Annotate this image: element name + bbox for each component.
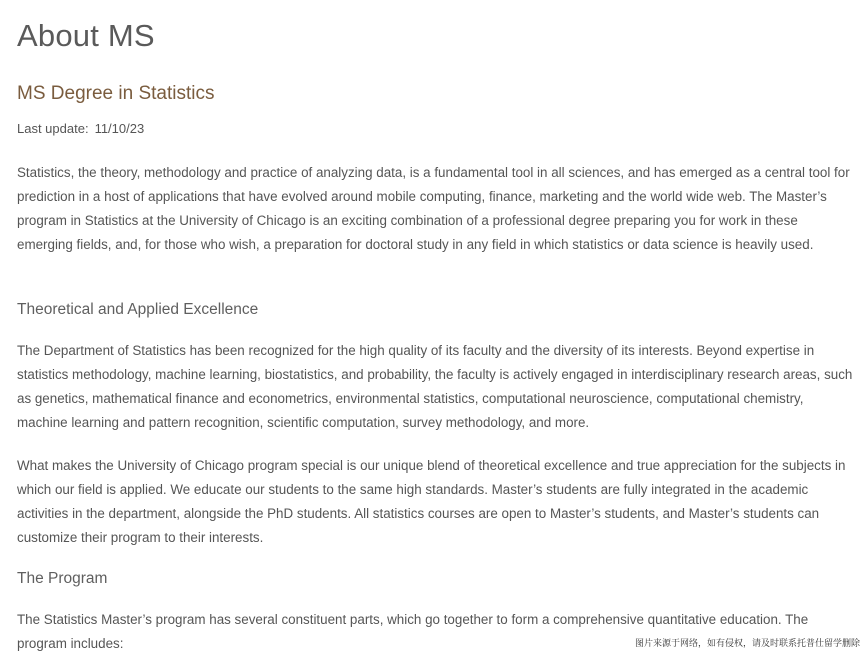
excellence-paragraph-2: What makes the University of Chicago program special is our unique blend of theoretical excellence and true appreciation for the subjects in which our field is applied. We educate our students to the same high standards. Master’s students are fully integrated in the academic activities in the department, alongside the PhD students. All statistics courses are open to Master’s students, and Master’s students can customize their program to their interests.: [17, 458, 846, 545]
excellence-paragraph-1: The Department of Statistics has been recognized for the high quality of its faculty and the diversity of its interests. Beyond expertise in statistics methodology, machine learning, biostatistics, and probability, the faculty is actively engaged in interdisciplinary research areas, such as genetics, mathematical finance and econometrics, environmental statistics, computational neuroscience, computational chemistry, machine learning and pattern recognition, scientific computation, survey methodology, and more.: [17, 343, 853, 430]
last-update-label: Last update:: [17, 121, 89, 136]
last-update-date: 11/10/23: [94, 121, 145, 136]
last-update: [17, 121, 144, 136]
degree-subtitle: MS Degree in Statistics: [17, 83, 215, 104]
program-paragraph: The Statistics Master’s program has several constituent parts, which go together to form a comprehensive quantitative education. The program includes:: [17, 612, 809, 651]
intro-paragraph: Statistics, the theory, methodology and practice of analyzing data, is a fundamental tool in all sciences, and has emerged as a central tool for prediction in a host of applications that have evolved around mobile computing, finance, marketing and the world wide web. The Master’s program in Statistics at the University of Chicago is an exciting combination of a professional degree preparing you for work in these emerging fields, and, for those who wish, a preparation for doctoral study in any field in which statistics or data science is heavily used.: [17, 165, 850, 252]
section-heading-excellence: Theoretical and Applied Excellence: [17, 301, 259, 318]
watermark-text: 图片来源于网络，如有侵权，请及时联系托普仕留学删除: [634, 639, 860, 649]
section-heading-program: The Program: [17, 570, 108, 587]
page-title: About MS: [17, 18, 155, 53]
